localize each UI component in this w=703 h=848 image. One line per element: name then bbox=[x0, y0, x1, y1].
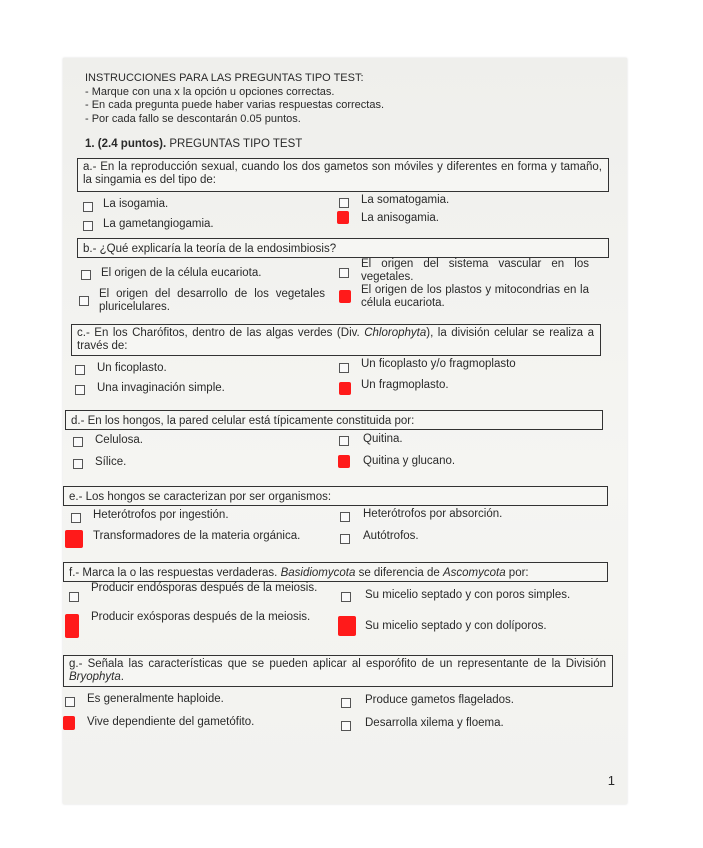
option-g-4: Desarrolla xilema y floema. bbox=[365, 717, 504, 729]
question-b-prompt: b.- ¿Qué explicaría la teoría de la endosimbiosis? bbox=[77, 238, 609, 258]
question-c-prompt-pre: c.- En los Charófitos, dentro de las algas verdes (Div. bbox=[77, 327, 365, 339]
checkbox-f-1[interactable] bbox=[69, 592, 79, 602]
checkbox-b-1[interactable] bbox=[81, 270, 91, 280]
option-d-2: Quitina. bbox=[363, 433, 403, 445]
question-e-prompt: e.- Los hongos se caracterizan por ser organismos: bbox=[63, 486, 608, 506]
question-f-prompt-pre: f.- Marca la o las respuestas verdaderas. bbox=[69, 567, 281, 579]
instructions-title: INSTRUCCIONES PARA LAS PREGUNTAS TIPO TEST: bbox=[85, 72, 364, 84]
checkbox-e-2[interactable] bbox=[340, 512, 350, 522]
checkbox-d-1[interactable] bbox=[73, 437, 83, 447]
option-a-2: La somatogamia. bbox=[361, 194, 450, 206]
checkbox-d-3[interactable] bbox=[73, 459, 83, 469]
checkbox-c-2[interactable] bbox=[339, 363, 349, 373]
question-f-prompt-em2: Ascomycota bbox=[442, 567, 506, 579]
option-f-2: Su micelio septado y con poros simples. bbox=[365, 589, 571, 601]
option-f-4: Su micelio septado y con dolíporos. bbox=[365, 620, 547, 632]
instruction-line: - Por cada fallo se descontarán 0.05 puntos. bbox=[85, 112, 301, 125]
checkbox-a-3[interactable] bbox=[83, 221, 93, 231]
option-b-3: El origen del desarrollo de los vegetales pluricelulares. bbox=[99, 288, 325, 313]
instruction-line: - En cada pregunta puede haber varias respuestas correctas. bbox=[85, 99, 385, 111]
checkbox-c-1[interactable] bbox=[75, 365, 85, 375]
section-title-text: PREGUNTAS TIPO TEST bbox=[169, 138, 303, 150]
option-a-3: La gametangiogamia. bbox=[103, 218, 214, 230]
option-f-1: Producir endósporas después de la meiosis. bbox=[91, 582, 318, 594]
option-c-3: Una invaginación simple. bbox=[97, 382, 225, 394]
checkbox-b-4-marked[interactable] bbox=[339, 290, 351, 303]
question-f-prompt-mid: se diferencia de bbox=[355, 567, 443, 579]
option-b-2: El origen del sistema vascular en los vegetales. bbox=[361, 258, 589, 283]
section-title bbox=[85, 138, 302, 150]
question-c-prompt-post: ), la división celular se realiza a través de: bbox=[77, 327, 594, 352]
option-a-1: La isogamia. bbox=[103, 198, 169, 210]
section-number: 1. (2.4 puntos). bbox=[85, 138, 167, 150]
question-c-prompt-em: Chlorophyta bbox=[364, 327, 427, 339]
checkbox-b-3[interactable] bbox=[79, 296, 89, 306]
option-c-4: Un fragmoplasto. bbox=[361, 379, 449, 391]
instruction-line: - Marque con una x la opción u opciones correctas. bbox=[85, 85, 335, 98]
checkbox-g-2[interactable] bbox=[341, 698, 351, 708]
option-e-4: Autótrofos. bbox=[363, 530, 419, 542]
question-f-prompt-em: Basidiomycota bbox=[280, 567, 356, 579]
checkbox-g-4[interactable] bbox=[341, 721, 351, 731]
checkbox-g-1[interactable] bbox=[65, 697, 75, 707]
question-f-prompt bbox=[63, 562, 608, 582]
checkbox-a-1[interactable] bbox=[83, 202, 93, 212]
question-f-prompt-post: por: bbox=[505, 567, 529, 579]
checkbox-b-2[interactable] bbox=[339, 268, 349, 278]
checkbox-f-4-marked[interactable] bbox=[338, 616, 356, 636]
checkbox-c-3[interactable] bbox=[75, 385, 85, 395]
question-g-prompt-post: . bbox=[120, 671, 124, 683]
question-g-prompt bbox=[63, 655, 613, 687]
question-g-prompt-em: Bryophyta bbox=[69, 671, 121, 683]
checkbox-f-3-marked[interactable] bbox=[65, 614, 79, 638]
checkbox-a-2[interactable] bbox=[339, 198, 349, 208]
option-e-1: Heterótrofos por ingestión. bbox=[93, 509, 229, 521]
checkbox-g-3-marked[interactable] bbox=[63, 716, 75, 730]
checkbox-e-4[interactable] bbox=[340, 534, 350, 544]
checkbox-e-1[interactable] bbox=[71, 513, 81, 523]
option-d-4: Quitina y glucano. bbox=[363, 455, 456, 467]
exam-sheet bbox=[63, 58, 627, 804]
question-g-prompt-pre: g.- Señala las características que se pueden aplicar al esporófito de un representante de la División bbox=[69, 658, 606, 670]
checkbox-f-2[interactable] bbox=[341, 592, 351, 602]
option-b-4: El origen de los plastos y mitocondrias en la célula eucariota. bbox=[361, 284, 589, 309]
checkbox-d-2[interactable] bbox=[339, 436, 349, 446]
option-c-1: Un ficoplasto. bbox=[97, 362, 167, 374]
checkbox-a-4-marked[interactable] bbox=[337, 211, 349, 224]
option-d-3: Sílice. bbox=[95, 456, 127, 468]
option-a-4: La anisogamia. bbox=[361, 212, 439, 224]
checkbox-c-4-marked[interactable] bbox=[339, 382, 351, 395]
question-d-prompt: d.- En los hongos, la pared celular está típicamente constituida por: bbox=[65, 410, 603, 430]
question-c-prompt bbox=[71, 324, 601, 356]
checkbox-d-4-marked[interactable] bbox=[338, 455, 350, 468]
question-a-prompt: a.- En la reproducción sexual, cuando los dos gametos son móviles y diferentes en forma y tamaño, la singamia es del tipo de: bbox=[77, 158, 609, 192]
checkbox-e-3-marked[interactable] bbox=[65, 530, 83, 548]
option-b-1: El origen de la célula eucariota. bbox=[101, 267, 262, 279]
page-number: 1 bbox=[607, 773, 615, 788]
option-g-2: Produce gametos flagelados. bbox=[365, 694, 514, 706]
option-e-3: Transformadores de la materia orgánica. bbox=[93, 530, 301, 542]
instructions bbox=[85, 72, 384, 126]
option-c-2: Un ficoplasto y/o fragmoplasto bbox=[361, 358, 516, 370]
option-d-1: Celulosa. bbox=[95, 434, 143, 446]
option-g-3: Vive dependiente del gametófito. bbox=[87, 716, 255, 728]
option-f-3: Producir exósporas después de la meiosis. bbox=[91, 611, 311, 623]
option-g-1: Es generalmente haploide. bbox=[87, 693, 224, 705]
option-e-2: Heterótrofos por absorción. bbox=[363, 508, 503, 520]
